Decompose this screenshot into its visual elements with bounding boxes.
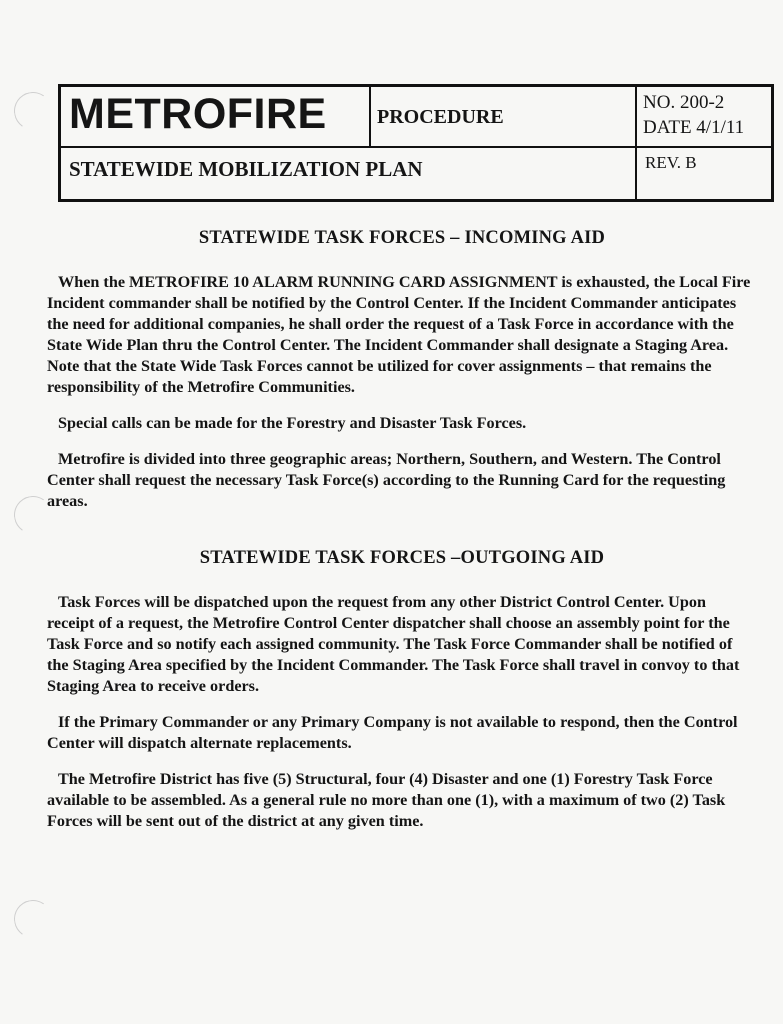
paragraph: Task Forces will be dispatched upon the request from any other District Control Center. Upon receipt of a request, the Metrofire Control Center dispatcher shall choose an assembly point for the Task Force and so notify each assigned community. The Task Force Commander shall be notified of the Staging Area specified by the Incident Commander. The Task Force shall travel in convoy to that Staging Area to receive orders.: [47, 593, 740, 695]
document-header: [58, 84, 774, 202]
document-revision: REV. B: [645, 153, 697, 172]
document-type-label: PROCEDURE: [371, 87, 637, 148]
paragraph: If the Primary Commander or any Primary Company is not available to respond, then the Control Center will dispatch alternate replacements.: [47, 713, 738, 752]
document-number: NO. 200-2: [643, 92, 725, 113]
document-number-date: [637, 87, 771, 148]
metrofire-logo: METROFIRE: [61, 87, 371, 148]
paragraph: When the METROFIRE 10 ALARM RUNNING CARD ASSIGNMENT is exhausted, the Local Fire Incident commander shall be notified by the Control Center. If the Incident Commander anticipates the need for additional companies, he shall order the request of a Task Force in accordance with the State Wide Plan thru the Control Center. The Incident Commander shall designate a Staging Area. Note that the State Wide Task Forces cannot be utilized for cover assignments – that remains the responsibility of the Metrofire Communities.: [47, 273, 751, 396]
punch-hole-bottom: [11, 897, 55, 941]
paragraph: Special calls can be made for the Forestry and Disaster Task Forces.: [58, 414, 527, 432]
section-heading-outgoing-aid: STATEWIDE TASK FORCES –OUTGOING AID: [199, 548, 605, 568]
paragraph: Metrofire is divided into three geographic areas; Northern, Southern, and Western. The Control Center shall request the necessary Task Force(s) according to the Running Card for the requesting areas.: [47, 450, 726, 510]
document-body: [47, 228, 757, 832]
section-heading-incoming-aid: STATEWIDE TASK FORCES – INCOMING AID: [198, 228, 606, 248]
punch-hole-top: [11, 89, 55, 133]
document-title: STATEWIDE MOBILIZATION PLAN: [61, 148, 637, 199]
paragraph: The Metrofire District has five (5) Structural, four (4) Disaster and one (1) Forestry Task Force available to be assembled. As a general rule no more than one (1), with a maximum of two (2) Task Forces will be sent out of the district at any given time.: [47, 770, 726, 830]
document-date: DATE 4/1/11: [643, 116, 745, 138]
